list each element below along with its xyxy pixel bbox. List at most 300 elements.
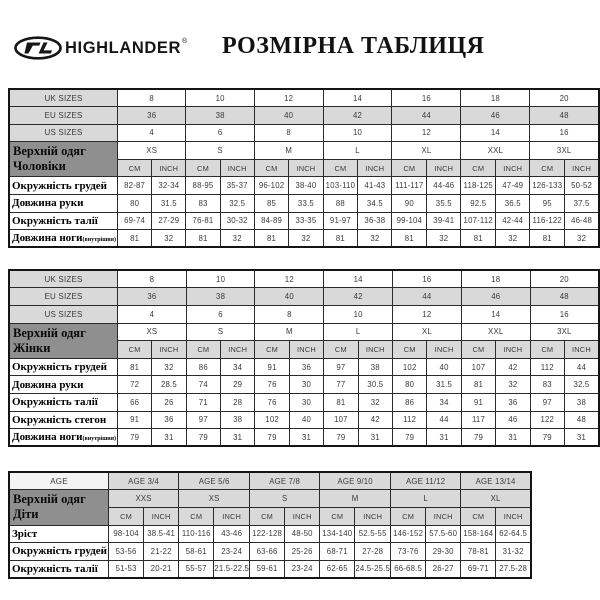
size-letter-cell: XL [393, 323, 462, 341]
measure-row [9, 212, 599, 230]
measure-value-cell: 34 [427, 394, 462, 412]
measure-value-cell: 26-27 [426, 560, 461, 578]
measure-value-cell: 112 [393, 411, 427, 429]
measure-label: Окружність талії [9, 212, 118, 230]
measure-value-cell: 58-61 [179, 543, 214, 561]
size-letter-cell: L [391, 490, 461, 508]
measure-value-cell: 46 [496, 411, 531, 429]
measure-value-cell: 42 [496, 358, 531, 376]
size-cell: 14 [461, 306, 530, 324]
measure-value-cell: 32 [220, 230, 254, 248]
highlander-logo [14, 36, 186, 60]
size-cell: 44 [393, 288, 462, 306]
measure-value-cell: 25-26 [285, 543, 320, 561]
measure-value-cell: 51-53 [109, 560, 144, 578]
size-cell: 10 [186, 270, 255, 288]
measure-value-cell: 24.5-25.5 [355, 560, 391, 578]
unit-cell: CM [250, 507, 285, 525]
measure-value-cell: 40 [289, 411, 324, 429]
measure-value-cell: 31 [564, 429, 599, 447]
measure-value-cell: 27-29 [152, 212, 186, 230]
size-cell: 42 [324, 288, 393, 306]
measure-value-cell: 72 [118, 376, 152, 394]
size-cell: AGE 13/14 [461, 472, 531, 490]
measure-value-cell: 31-32 [496, 543, 531, 561]
size-tables-container [8, 88, 600, 600]
measure-value-cell: 38 [220, 411, 255, 429]
unit-cell: INCH [355, 507, 391, 525]
size-system-row [9, 306, 599, 324]
measure-value-cell: 81 [461, 230, 496, 248]
unit-cell: INCH [285, 507, 320, 525]
measure-value-cell: 76-81 [186, 212, 220, 230]
size-letter-cell: L [323, 142, 392, 160]
size-cell: 8 [255, 306, 324, 324]
size-letter-cell: XL [461, 490, 531, 508]
unit-cell: CM [186, 159, 220, 177]
size-letter-row [9, 490, 531, 508]
size-cell: 12 [392, 124, 461, 142]
measure-value-cell: 30 [289, 376, 324, 394]
measure-label: Окружність стегон [9, 411, 118, 429]
size-cell: 14 [461, 124, 530, 142]
measure-value-cell: 81 [118, 358, 152, 376]
unit-cell: INCH [214, 507, 250, 525]
measure-value-cell: 86 [186, 358, 220, 376]
measure-value-cell: 59-61 [250, 560, 285, 578]
size-system-label: UK SIZES [9, 270, 118, 288]
measure-value-cell: 44-46 [427, 177, 461, 195]
size-cell: 4 [118, 124, 186, 142]
unit-cell: CM [530, 341, 564, 359]
measure-row [9, 411, 599, 429]
measure-label: Довжина руки [9, 195, 118, 213]
measure-row [9, 177, 599, 195]
unit-cell: CM [392, 159, 427, 177]
section-header [9, 323, 118, 358]
size-cell: 16 [392, 89, 461, 107]
section-header-line: Жінки [13, 340, 51, 355]
size-cell: 18 [461, 270, 530, 288]
measure-value-cell: 44 [427, 411, 462, 429]
measure-value-cell: 28 [220, 394, 255, 412]
measure-value-cell: 81 [392, 230, 427, 248]
unit-cell: CM [255, 341, 289, 359]
measure-value-cell: 95 [530, 195, 565, 213]
size-system-row [9, 124, 599, 142]
measure-value-cell: 97 [186, 411, 220, 429]
measure-value-cell: 29-30 [426, 543, 461, 561]
measure-value-cell: 38 [564, 394, 599, 412]
measure-label: Окружність талії [9, 560, 109, 578]
measure-value-cell: 79 [255, 429, 289, 447]
size-letter-cell: XXL [461, 323, 530, 341]
size-cell: 46 [461, 107, 530, 125]
measure-value-cell: 81 [530, 230, 565, 248]
measure-value-cell: 99-104 [392, 212, 427, 230]
registered-mark: ® [182, 37, 188, 45]
size-cell: 18 [461, 89, 530, 107]
size-cell: 10 [186, 89, 254, 107]
measure-value-cell: 111-117 [392, 177, 427, 195]
measure-value-cell: 118-125 [461, 177, 496, 195]
size-cell: 48 [530, 288, 599, 306]
size-cell: 20 [530, 89, 599, 107]
measure-value-cell: 74 [186, 376, 220, 394]
measure-value-cell: 116-122 [530, 212, 565, 230]
measure-value-cell: 97 [530, 394, 564, 412]
measure-label: Окружність грудей [9, 177, 118, 195]
kids-size-table [8, 471, 532, 579]
unit-cell: INCH [220, 159, 254, 177]
measure-value-cell: 53-56 [109, 543, 144, 561]
size-letter-cell: 3XL [530, 142, 599, 160]
size-letter-cell: S [250, 490, 320, 508]
size-cell: 12 [254, 89, 323, 107]
measure-row [9, 195, 599, 213]
measure-value-cell: 146-152 [391, 525, 426, 543]
measure-value-cell: 35-37 [220, 177, 254, 195]
size-cell: 16 [530, 306, 599, 324]
measure-value-cell: 31 [427, 429, 462, 447]
measure-row [9, 525, 531, 543]
measure-value-cell: 83 [530, 376, 564, 394]
measure-value-cell: 134-140 [320, 525, 355, 543]
unit-cell: CM [254, 159, 289, 177]
size-system-row [9, 107, 599, 125]
measure-value-cell: 28.5 [152, 376, 187, 394]
section-header-line: Верхній одяг [13, 144, 86, 159]
page-title: РОЗМІРНА ТАБЛИЦЯ [222, 33, 485, 59]
measure-value-cell: 62-65 [320, 560, 355, 578]
measure-value-cell: 27.5-28 [496, 560, 531, 578]
size-cell: 44 [392, 107, 461, 125]
measure-value-cell: 63-66 [250, 543, 285, 561]
unit-cell: INCH [152, 159, 186, 177]
measure-value-cell: 41-43 [358, 177, 392, 195]
measure-value-cell: 85 [254, 195, 289, 213]
measure-value-cell: 77 [324, 376, 358, 394]
size-cell: 40 [254, 107, 323, 125]
measure-value-cell: 81 [461, 376, 495, 394]
measure-value-cell: 110-116 [179, 525, 214, 543]
measure-value-cell: 21.5-22.5 [214, 560, 250, 578]
size-system-label: UK SIZES [9, 89, 118, 107]
measure-value-cell: 88-95 [186, 177, 220, 195]
measure-value-cell: 79 [118, 429, 152, 447]
measure-value-cell: 20-21 [144, 560, 179, 578]
measure-label: Довжина ноги(внутрішня) [9, 230, 118, 248]
unit-cell: INCH [564, 341, 599, 359]
measure-row [9, 543, 531, 561]
brand-name: HIGHLANDER [65, 38, 181, 57]
measure-value-cell: 35.5 [427, 195, 461, 213]
size-cell: AGE 11/12 [391, 472, 461, 490]
measure-value-cell: 107 [324, 411, 358, 429]
size-letter-cell: XXL [461, 142, 530, 160]
measure-value-cell: 31.5 [152, 195, 186, 213]
size-letter-cell: S [186, 323, 255, 341]
measure-value-cell: 91 [461, 394, 495, 412]
measure-value-cell: 33-35 [289, 212, 323, 230]
unit-cell: INCH [496, 341, 531, 359]
measure-label: Довжина ноги(внутрішня) [9, 429, 118, 447]
measure-value-cell: 97 [324, 358, 358, 376]
men-size-table [8, 88, 600, 248]
measure-value-cell: 66 [118, 394, 152, 412]
size-system-label: AGE [9, 472, 109, 490]
size-cell: AGE 3/4 [109, 472, 179, 490]
size-letter-cell: XS [118, 142, 186, 160]
size-cell: 8 [118, 89, 186, 107]
measure-value-cell: 98-104 [109, 525, 144, 543]
size-letter-row [9, 323, 599, 341]
size-cell: 4 [118, 306, 187, 324]
measure-value-cell: 30.5 [358, 376, 393, 394]
unit-cell: CM [320, 507, 355, 525]
measure-value-cell: 81 [324, 394, 358, 412]
measure-value-cell: 36 [496, 394, 531, 412]
measure-value-cell: 84-89 [254, 212, 289, 230]
measure-value-cell: 32-34 [152, 177, 186, 195]
unit-cell: CM [118, 159, 152, 177]
measure-value-cell: 31 [289, 429, 324, 447]
measure-value-cell: 33.5 [289, 195, 323, 213]
measure-value-cell: 26 [152, 394, 187, 412]
measure-value-cell: 81 [323, 230, 358, 248]
measure-value-cell: 55-57 [179, 560, 214, 578]
unit-cell: INCH [358, 341, 393, 359]
size-cell: 36 [118, 107, 186, 125]
unit-cell: CM [109, 507, 144, 525]
size-cell: 12 [255, 270, 324, 288]
size-system-row [9, 270, 599, 288]
measure-value-cell: 107 [461, 358, 495, 376]
measure-value-cell: 83 [186, 195, 220, 213]
measure-value-cell: 57.5-60 [426, 525, 461, 543]
measure-value-cell: 29 [220, 376, 255, 394]
measure-row [9, 376, 599, 394]
section-header-line: Чоловіки [13, 159, 66, 174]
measure-value-cell: 32 [152, 230, 186, 248]
measure-value-cell: 69-71 [461, 560, 496, 578]
measure-value-cell: 31 [152, 429, 187, 447]
unit-cell: INCH [565, 159, 599, 177]
unit-cell: CM [186, 341, 220, 359]
measure-value-cell: 103-110 [323, 177, 358, 195]
section-header-line: Верхній одяг [13, 325, 86, 340]
measure-value-cell: 86 [393, 394, 427, 412]
measure-value-cell: 34 [220, 358, 255, 376]
measure-label: Окружність грудей [9, 358, 118, 376]
measure-value-cell: 78-81 [461, 543, 496, 561]
size-letter-cell: M [254, 142, 323, 160]
measure-row [9, 560, 531, 578]
measure-value-cell: 81 [254, 230, 289, 248]
unit-cell: CM [118, 341, 152, 359]
highlander-oval-icon [14, 36, 65, 60]
size-cell: 46 [461, 288, 530, 306]
page-header [0, 0, 600, 86]
measure-value-cell: 32 [289, 230, 323, 248]
measure-value-cell: 102 [255, 411, 289, 429]
measure-value-cell: 47-49 [496, 177, 530, 195]
measure-row [9, 394, 599, 412]
size-letter-cell: XS [179, 490, 250, 508]
size-letter-cell: 3XL [530, 323, 599, 341]
measure-value-cell: 36-38 [358, 212, 392, 230]
size-cell: AGE 7/8 [250, 472, 320, 490]
measure-value-cell: 32 [358, 230, 392, 248]
measure-value-cell: 39-41 [427, 212, 461, 230]
measure-value-cell: 62-64.5 [496, 525, 531, 543]
measure-value-cell: 38 [358, 358, 393, 376]
measure-value-cell: 21-22 [144, 543, 179, 561]
size-cell: 10 [324, 306, 393, 324]
measure-row [9, 429, 599, 447]
unit-cell: INCH [289, 159, 323, 177]
size-cell: 40 [255, 288, 324, 306]
size-system-row [9, 288, 599, 306]
size-system-label: US SIZES [9, 124, 118, 142]
measure-value-cell: 158-164 [461, 525, 496, 543]
measure-value-cell: 31 [220, 429, 255, 447]
measure-value-cell: 44 [564, 358, 599, 376]
measure-value-cell: 81 [186, 230, 220, 248]
measure-value-cell: 112 [530, 358, 564, 376]
unit-cell: INCH [289, 341, 324, 359]
unit-cell: CM [530, 159, 565, 177]
women-size-table [8, 269, 600, 447]
size-system-label: US SIZES [9, 306, 118, 324]
unit-cell: CM [393, 341, 427, 359]
measure-value-cell: 31 [358, 429, 393, 447]
measure-value-cell: 43-46 [214, 525, 250, 543]
unit-cell: INCH [220, 341, 255, 359]
measure-label: Зріст [9, 525, 109, 543]
measure-value-cell: 38.5-41 [144, 525, 179, 543]
measure-value-cell: 40 [427, 358, 462, 376]
measure-value-cell: 23-24 [285, 560, 320, 578]
measure-value-cell: 122-128 [250, 525, 285, 543]
size-cell: 12 [393, 306, 462, 324]
section-header-line: Діти [13, 507, 39, 522]
unit-cell: CM [461, 341, 495, 359]
measure-value-cell: 27-28 [355, 543, 391, 561]
measure-value-cell: 82-87 [118, 177, 152, 195]
measure-value-cell: 122 [530, 411, 564, 429]
measure-value-cell: 76 [255, 376, 289, 394]
size-system-row [9, 472, 531, 490]
measure-value-cell: 80 [118, 195, 152, 213]
measure-value-cell: 32 [358, 394, 393, 412]
measure-value-cell: 30 [289, 394, 324, 412]
size-cell: 8 [118, 270, 187, 288]
size-cell: 38 [186, 107, 254, 125]
size-letter-row [9, 142, 599, 160]
measure-value-cell: 48-50 [285, 525, 320, 543]
size-cell: 38 [186, 288, 255, 306]
unit-cell: INCH [496, 507, 531, 525]
measure-value-cell: 52.5-55 [355, 525, 391, 543]
unit-cell: CM [179, 507, 214, 525]
section-header-line: Верхній одяг [13, 492, 86, 507]
size-system-label: EU SIZES [9, 107, 118, 125]
size-cell: 48 [530, 107, 599, 125]
size-cell: 6 [186, 306, 255, 324]
measure-value-cell: 48 [564, 411, 599, 429]
size-cell: 14 [323, 89, 392, 107]
measure-value-cell: 69-74 [118, 212, 152, 230]
size-cell: 42 [323, 107, 392, 125]
unit-cell: CM [324, 341, 358, 359]
size-letter-cell: XXS [109, 490, 179, 508]
size-cell: AGE 5/6 [179, 472, 250, 490]
measure-value-cell: 79 [461, 429, 495, 447]
measure-label-note: (внутрішня) [82, 436, 116, 443]
measure-value-cell: 38-40 [289, 177, 323, 195]
unit-cell: INCH [496, 159, 530, 177]
size-letter-cell: S [186, 142, 254, 160]
measure-value-cell: 31.5 [427, 376, 462, 394]
section-header [9, 142, 118, 177]
size-cell: AGE 9/10 [320, 472, 391, 490]
measure-value-cell: 46-48 [565, 212, 599, 230]
unit-cell: INCH [152, 341, 187, 359]
size-cell: 16 [393, 270, 462, 288]
measure-label: Окружність талії [9, 394, 118, 412]
measure-value-cell: 107-112 [461, 212, 496, 230]
measure-value-cell: 32 [496, 376, 531, 394]
measure-value-cell: 32.5 [220, 195, 254, 213]
unit-cell: CM [461, 507, 496, 525]
size-letter-cell: L [324, 323, 393, 341]
measure-value-cell: 37.5 [565, 195, 599, 213]
section-header [9, 490, 109, 525]
measure-value-cell: 32 [496, 230, 530, 248]
measure-value-cell: 81 [118, 230, 152, 248]
measure-value-cell: 32.5 [564, 376, 599, 394]
measure-value-cell: 91 [118, 411, 152, 429]
measure-label-note: (внутрішня) [82, 237, 116, 244]
size-cell: 16 [530, 124, 599, 142]
size-cell: 10 [323, 124, 392, 142]
measure-value-cell: 71 [186, 394, 220, 412]
unit-cell: INCH [427, 341, 462, 359]
unit-cell: INCH [358, 159, 392, 177]
measure-value-cell: 50-52 [565, 177, 599, 195]
size-cell: 8 [254, 124, 323, 142]
unit-cell: INCH [427, 159, 461, 177]
size-cell: 14 [324, 270, 393, 288]
measure-value-cell: 42-44 [496, 212, 530, 230]
unit-cell: CM [461, 159, 496, 177]
measure-value-cell: 73-76 [391, 543, 426, 561]
measure-value-cell: 80 [393, 376, 427, 394]
measure-value-cell: 42 [358, 411, 393, 429]
measure-value-cell: 96-102 [254, 177, 289, 195]
measure-value-cell: 36.5 [496, 195, 530, 213]
size-letter-cell: XS [118, 323, 187, 341]
measure-value-cell: 36 [289, 358, 324, 376]
unit-cell: CM [323, 159, 358, 177]
size-cell: 20 [530, 270, 599, 288]
unit-cell: INCH [426, 507, 461, 525]
size-letter-cell: XL [392, 142, 461, 160]
measure-value-cell: 36 [152, 411, 187, 429]
measure-value-cell: 23-24 [214, 543, 250, 561]
measure-row [9, 358, 599, 376]
